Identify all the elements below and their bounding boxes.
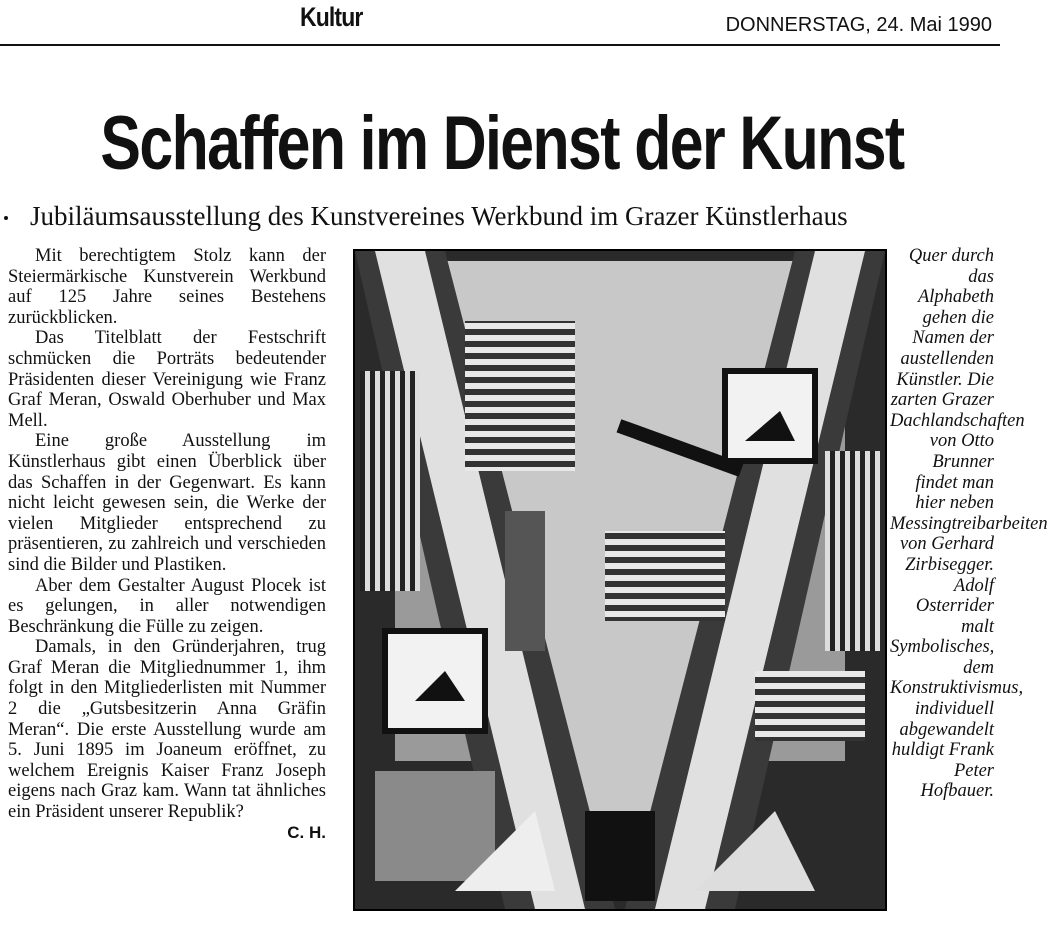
photo-caption: Quer durch das Alphabeth gehen die Namen der austellenden Künstler. Die zarten Grazer Dachlandschaften von Otto Brunner findet man hier neben Messingtreibarbeiten von Gerhard Zirbisegger. Adolf Osterrider malt Symbolisches, dem Konstruktivismus, individuell abgewandelt huldigt Frank Peter Hofbauer. <box>890 246 1048 802</box>
article-body <box>8 246 326 843</box>
artwork-graphic <box>355 251 885 909</box>
page-header <box>0 0 1000 46</box>
paragraph: Damals, in den Gründerjahren, trug Graf Meran die Mitgliednummer 1, ihm folgt in den Mitgliederlisten mit Nummer 2 die „Gutsbesitzerin Anna Gräfin Meran“. Die erste Ausstellung wurde am 5. Juni 1895 im Joaneum eröffnet, zu welchem Ereignis Kaiser Franz Joseph eigens nach Graz kam. Wann tat ähnliches ein Präsident unserer Republik? <box>8 637 326 823</box>
headline-text: Schaffen im Dienst der Kunst <box>100 101 904 186</box>
paragraph: Eine große Ausstellung im Künstlerhaus gibt einen Überblick über das Schaffen in der Gegenwart. Es kann nicht leicht gewesen sein, die Werke der vielen Mitglieder entsprechend zu präsentieren, zu zahlreich und verschieden sind die Bilder und Plastiken. <box>8 431 326 575</box>
article-headline <box>0 100 1000 188</box>
signoff-line <box>8 823 326 844</box>
paragraph: Mit berechtigtem Stolz kann der Steiermärkische Kunstverein Werkbund auf 125 Jahre seines Bestehens zurückblicken. <box>8 246 326 328</box>
author-signature: C. H. <box>287 822 326 842</box>
issue-date: DONNERSTAG, 24. Mai 1990 <box>725 14 992 36</box>
paragraph: Aber dem Gestalter August Plocek ist es gelungen, in aller notwendigen Beschränkung die Fülle zu zeigen. <box>8 575 326 637</box>
bullet-icon <box>4 216 8 220</box>
section-label: Kultur <box>300 2 363 32</box>
article-subheadline: Jubiläumsausstellung des Kunstvereines Werkbund im Grazer Künstlerhaus <box>30 201 848 231</box>
article-photo <box>353 249 887 911</box>
paragraph: Das Titelblatt der Festschrift schmücken die Porträts bedeutender Präsidenten dieser Vereinigung wie Franz Graf Meran, Oswald Oberhuber und Max Mell. <box>8 328 326 431</box>
